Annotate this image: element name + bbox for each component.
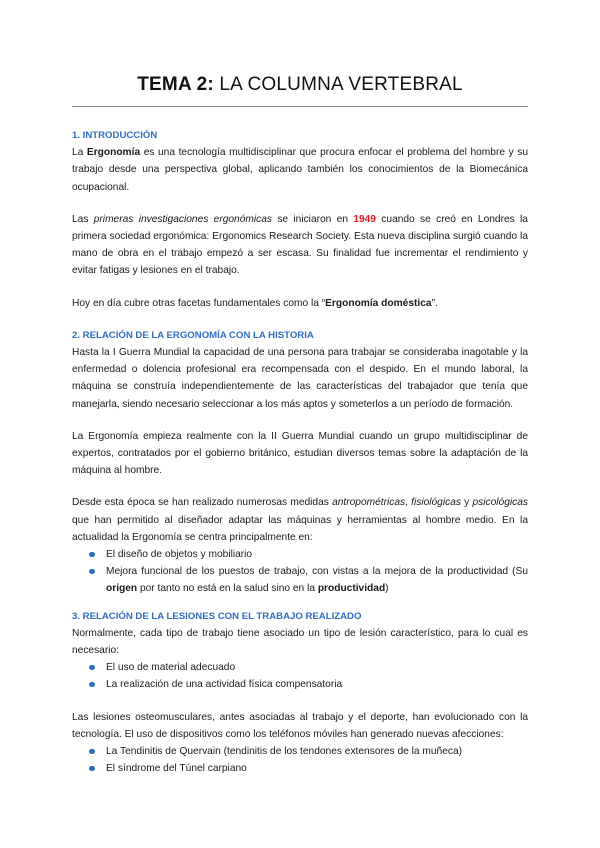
list-item: El síndrome del Túnel carpiano: [72, 760, 528, 777]
section-3-list-1: [72, 659, 528, 693]
document-body: [72, 127, 528, 778]
section-1-paragraph-3: Hoy en día cubre otras facetas fundamentales como la “Ergonomía doméstica”.: [72, 297, 438, 309]
section-3-list-2: [72, 743, 528, 777]
section-1-paragraph-1: La Ergonomía es una tecnología multidisciplinar que procura enfocar el problema del hombre y su trabajo desde una perspectiva global, aplicando también los conocimientos de la Biomecánica ocupacional.: [72, 147, 528, 193]
bullet-icon: [89, 766, 95, 772]
bullet-icon: [89, 749, 95, 755]
list-item: La Tendinitis de Quervain (tendinitis de los tendones extensores de la muñeca): [72, 743, 528, 760]
list-item: El uso de material adecuado: [72, 659, 528, 676]
section-2-heading: 2. RELACIÓN DE LA ERGONOMÍA CON LA HISTORIA: [72, 329, 314, 341]
section-1-paragraph-2: Las primeras investigaciones ergonómicas se iniciaron en 1949 cuando se creó en Londres la primera sociedad ergonómica: Ergonomics Research Society. Esta nueva disciplina surgió cuando la mano de obra en el trabajo empezó a ser escasa. Su finalidad fue incrementar el rendimiento y evitar fatigas y lesiones en el trabajo.: [72, 213, 528, 277]
page-title: [0, 74, 600, 96]
section-2-paragraph-1: Hasta la I Guerra Mundial la capacidad de una persona para trabajar se consideraba inagotable y la enfermedad o dolencia profesional era recompensada con el despido. En el mundo laboral, la máquina se construía independientemente de las características del trabajador que tenía que manejarla, siendo necesario seleccionar a los más aptos y someterlos a un período de formación.: [72, 347, 528, 410]
bullet-icon: [89, 552, 95, 558]
section-2-paragraph-2: La Ergonomía empieza realmente con la II Guerra Mundial cuando un grupo multidisciplinar de expertos, contratados por el gobierno británico, estudian diversos temas sobre la adaptación de la máquina al hombre.: [72, 430, 528, 477]
section-2-list: [72, 546, 528, 598]
section-2-paragraph-3: Desde esta época se han realizado numerosas medidas antropométricas, fisiológicas y psicológicas que han permitido al diseñador adaptar las máquinas y herramientas al hombre medio. En la actualidad la Ergonomía se centra principalmente en:: [72, 497, 528, 543]
list-item: Mejora funcional de los puestos de trabajo, con vistas a la mejora de la productividad (Su origen por tanto no está en la salud sino en la productividad): [72, 563, 528, 597]
list-item: El diseño de objetos y mobiliario: [72, 546, 528, 563]
section-3-paragraph-1: Normalmente, cada tipo de trabajo tiene asociado un tipo de lesión característico, para lo cual es necesario:: [72, 627, 528, 657]
list-item: La realización de una actividad física compensatoria: [72, 676, 528, 693]
title-divider: [72, 106, 528, 107]
bullet-icon: [89, 569, 95, 575]
title-bold: TEMA 2:: [137, 74, 214, 95]
bullet-icon: [89, 665, 95, 671]
section-3-heading: 3. RELACIÓN DE LA LESIONES CON EL TRABAJO REALIZADO: [72, 610, 362, 622]
bullet-icon: [89, 682, 95, 688]
section-1-heading: 1. INTRODUCCIÓN: [72, 130, 158, 141]
section-3-paragraph-2: Las lesiones osteomusculares, antes asociadas al trabajo y el deporte, han evolucionado con la tecnología. El uso de dispositivos como los teléfonos móviles han generado nuevas afecciones:: [72, 711, 528, 740]
title-rest: LA COLUMNA VERTEBRAL: [213, 74, 463, 95]
year-highlight: 1949: [353, 213, 376, 225]
